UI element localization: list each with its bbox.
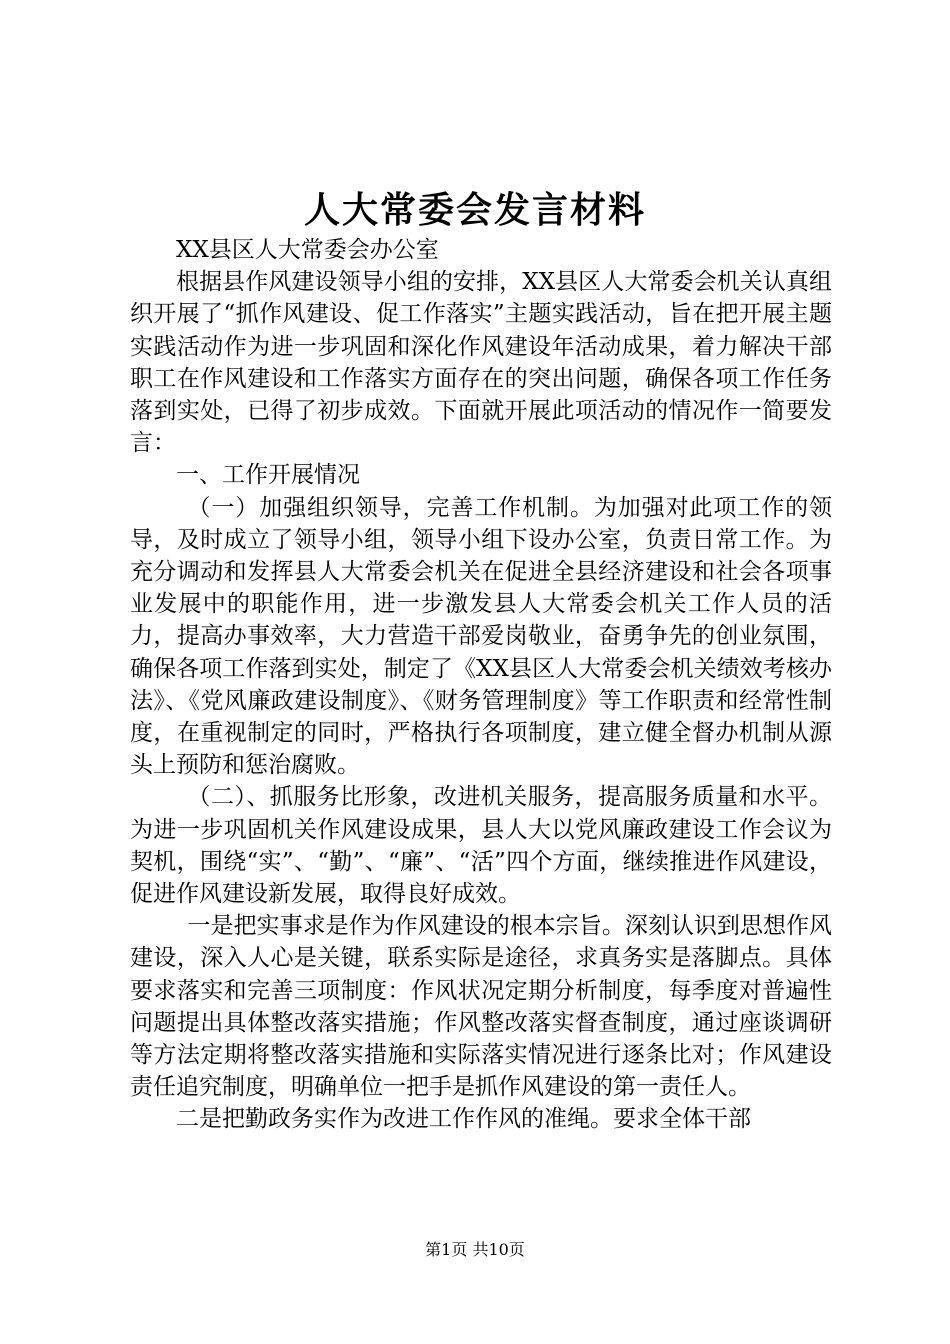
point-paragraph-1: 一是把实事求是作为作风建设的根本宗旨。深刻认识到思想作风建设，深入人心是关键，联系实际是途径，求真务实是落脚点。具体要求落实和完善三项制度：作风状况定期分析制度，每季度对普遍性问题提出具体整改落实措施；作风整改落实督查制度，通过座谈调研等方法定期将整改落实措施和实际落实情况进行逐条比对；作风建设责任追究制度，明确单位一把手是抓作风建设的第一责任人。 bbox=[130, 913, 832, 1101]
document-body bbox=[130, 234, 832, 1136]
subsection-paragraph-2: （二）、抓服务比形象，改进机关服务，提高服务质量和水平。为进一步巩固机关作风建设成果，县人大以党风廉政建设工作会议为契机，围绕“实”、“勤”、“廉”、“活”四个方面，继续推进作风建设，促进作风建设新发展，取得良好成效。 bbox=[130, 784, 832, 908]
section-heading: 一、工作开展情况 bbox=[176, 462, 360, 489]
subsection-paragraph-1: （一）加强组织领导，完善工作机制。为加强对此项工作的领导，及时成立了领导小组，领导小组下设办公室，负责日常工作。为充分调动和发挥县人大常委会机关在促进全县经济建设和社会各项事业发展中的职能作用，进一步激发县人大常委会机关工作人员的活力，提高办事效率，大力营造干部爱岗敬业，奋勇争先的创业氛围，确保各项工作落到实处，制定了《XX县区人大常委会机关绩效考核办法》、《党风廉政建设制度》、《财务管理制度》等工作职责和经常性制度，在重视制定的同时，严格执行各项制度，建立健全督办机制从源头上预防和惩治腐败。 bbox=[130, 494, 832, 779]
page-footer: 第1页 共10页 bbox=[425, 1240, 525, 1259]
point-paragraph-2: 二是把勤政务实作为改进工作作风的准绳。要求全体干部 bbox=[176, 1106, 751, 1133]
author-line: XX县区人大常委会办公室 bbox=[176, 237, 439, 263]
document-title: 人大常委会发言材料 bbox=[303, 189, 646, 231]
intro-paragraph: 根据县作风建设领导小组的安排，XX县区人大常委会机关认真组织开展了“抓作风建设、促工作落实”主题实践活动，旨在把开展主题实践活动作为进一步巩固和深化作风建设年活动成果，着力解决干部职工在作风建设和工作落实方面存在的突出问题，确保各项工作任务落到实处，已得了初步成效。下面就开展此项活动的情况作一简要发言： bbox=[130, 269, 832, 457]
